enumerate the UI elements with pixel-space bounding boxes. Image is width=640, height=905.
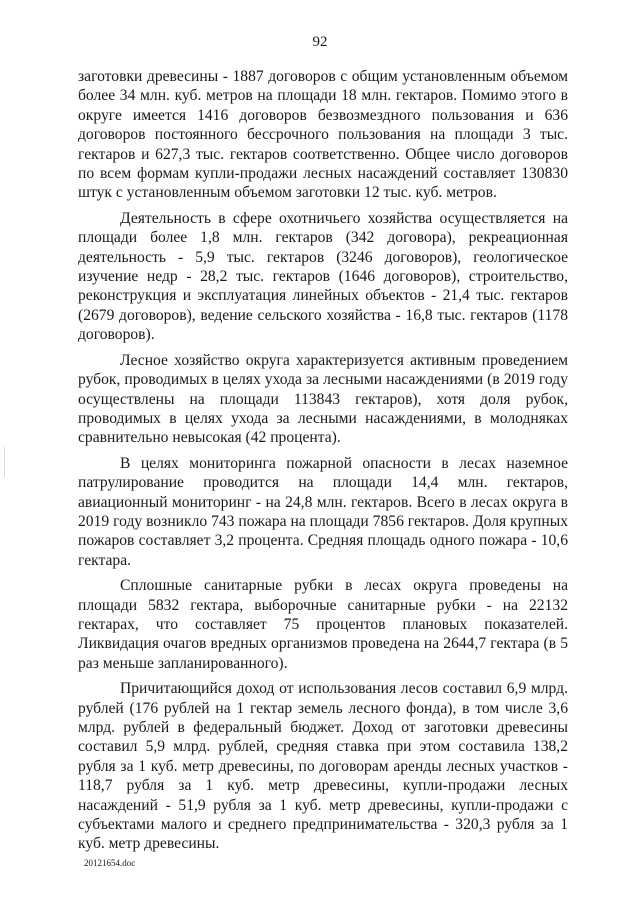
paragraph-sanitary-cutting: Сплошные санитарные рубки в лесах округа проведены на площади 5832 гектара, выборочные санитарные рубки - на 22132 гектарах, что составляет 75 процентов плановых показателей. Ликвидация очагов вредных организмов проведена на 2644,7 гектара (в 5 раз меньше запланированного).	[78, 577, 568, 672]
paragraph-forest-care: Лесное хозяйство округа характеризуется активным проведением рубок, проводимых в целях ухода за лесными насаждениями (в 2019 году осуществлены на площади 113843 гектаров), хотя доля рубок, проводимых в целях ухода за лесными насаждениями, в молодняках сравнительно невысокая (42 процента).	[78, 351, 568, 447]
paragraph-fire-monitoring: В целях мониторинга пожарной опасности в лесах наземное патрулирование проводится на площади 14,4 млн. гектаров, авиационный мониторинг - на 24,8 млн. гектаров. Всего в лесах округа в 2019 году возникло 743 пожара на площади 7856 гектаров. Доля крупных пожаров составляет 3,2 процента. Средняя площадь одного пожара - 10,6 гектара.	[78, 454, 568, 569]
paragraph-hunting-activity: Деятельность в сфере охотничьего хозяйства осуществляется на площади более 1,8 млн. гектаров (342 договора), рекреационная деятельность - 5,9 тыс. гектаров (3246 договоров), геологическое изучение недр - 28,2 тыс. гектаров (1646 договоров), строительство, реконструкция и эксплуатация линейных объектов - 21,4 тыс. гектаров (2679 договоров), ведение сельского хозяйства - 16,8 тыс. гектаров (1178 договоров).	[78, 209, 568, 344]
document-body	[78, 67, 568, 860]
paragraph-income: Причитающийся доход от использования лесов составил 6,9 млрд. рублей (176 рублей на 1 гектар земель лесного фонда), в том числе 3,6 млрд. рублей в федеральный бюджет. Доход от заготовки древесины составил 5,9 млрд. рублей, средняя ставка при этом составила 138,2 рубля за 1 куб. метр древесины, по договорам аренды лесных участков - 118,7 рубля за 1 куб. метр древесины, купли-продажи лесных насаждений - 51,9 рубля за 1 куб. метр древесины, купли-продажи с субъектами малого и среднего предпринимательства - 320,3 рубля за 1 куб. метр древесины.	[78, 680, 568, 853]
document-filename: 20121654.doc	[84, 858, 136, 868]
paragraph-contracts: заготовки древесины - 1887 договоров с общим установленным объемом более 34 млн. куб. метров на площади 18 млн. гектаров. Помимо этого в округе имеется 1416 договоров безвозмездного пользования и 636 договоров постоянного бессрочного пользования на площади 3 тыс. гектаров и 627,3 тыс. гектаров соответственно. Общее число договоров по всем формам купли-продажи лесных насаждений составляет 130830 штук с установленным объемом заготовки 12 тыс. куб. метров.	[78, 68, 568, 202]
page-number: 92	[312, 34, 328, 50]
scan-margin-mark	[4, 447, 5, 477]
